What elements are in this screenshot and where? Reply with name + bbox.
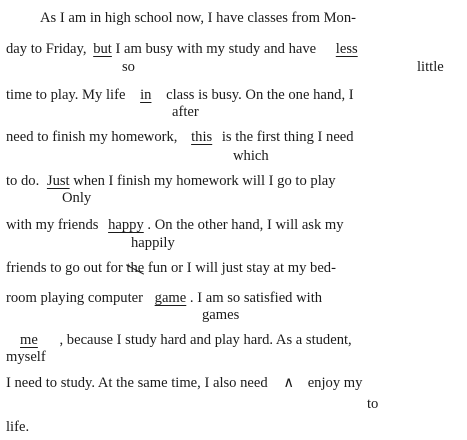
error-word-happy: happy: [108, 217, 144, 233]
correction-only: Only: [62, 190, 92, 206]
essay-line-5: [6, 172, 336, 190]
deleted-word-the: the: [126, 260, 145, 276]
essay-text: room playing computer: [6, 290, 143, 306]
error-word-less: less: [335, 41, 358, 57]
essay-text: when I finish my homework will I go to play: [73, 173, 336, 189]
essay-text: day to Friday,: [6, 41, 87, 57]
essay-line-2: [6, 40, 358, 58]
error-word-game: game: [154, 290, 187, 306]
essay-text: to do.: [6, 173, 40, 189]
essay-text: I need to study. At the same time, I also need: [6, 375, 268, 391]
correction-after: after: [172, 104, 199, 120]
error-word-just: Just: [46, 173, 70, 189]
correction-happily: happily: [131, 235, 175, 251]
correction-which: which: [233, 148, 269, 164]
essay-line-6: [6, 216, 344, 234]
essay-text: friends to go out for: [6, 260, 123, 276]
essay-text: . I am so satisfied with: [189, 290, 323, 306]
essay-line-1: [40, 9, 356, 27]
essay-text: class is busy. On the one hand, I: [166, 87, 354, 103]
correction-games: games: [202, 307, 240, 323]
correction-myself: myself: [6, 349, 46, 365]
error-word-me: me: [20, 332, 38, 348]
correction-so: so: [122, 59, 135, 75]
essay-text: As I am in high school now, I have classes from Mon-: [40, 10, 357, 26]
essay-text: life.: [6, 419, 30, 435]
insertion-caret: ∧: [283, 375, 295, 391]
essay-text: . On the other hand, I will ask my: [147, 217, 344, 233]
essay-line-8: [6, 289, 322, 307]
essay-text: need to finish my homework,: [6, 129, 178, 145]
essay-text: with my friends: [6, 217, 99, 233]
essay-line-3: [6, 86, 354, 104]
essay-text: is the first thing I need: [221, 129, 354, 145]
essay-text: time to play. My life: [6, 87, 126, 103]
essay-line-9: [20, 331, 352, 349]
essay-text: , because I study hard and play hard. As a student,: [59, 332, 352, 348]
essay-line-7: [6, 259, 336, 277]
error-word-this: this: [191, 129, 213, 145]
error-word-but: but: [93, 41, 112, 57]
error-word-in: in: [140, 87, 152, 103]
correction-to: to: [367, 396, 379, 412]
essay-text: fun or I will just stay at my bed-: [147, 260, 336, 276]
essay-line-11: [6, 418, 29, 436]
essay-text: enjoy my: [307, 375, 363, 391]
correction-little: little: [417, 59, 444, 75]
essay-line-4: [6, 128, 354, 146]
essay-text: I am busy with my study and have: [115, 41, 317, 57]
essay-line-10: [6, 374, 362, 392]
